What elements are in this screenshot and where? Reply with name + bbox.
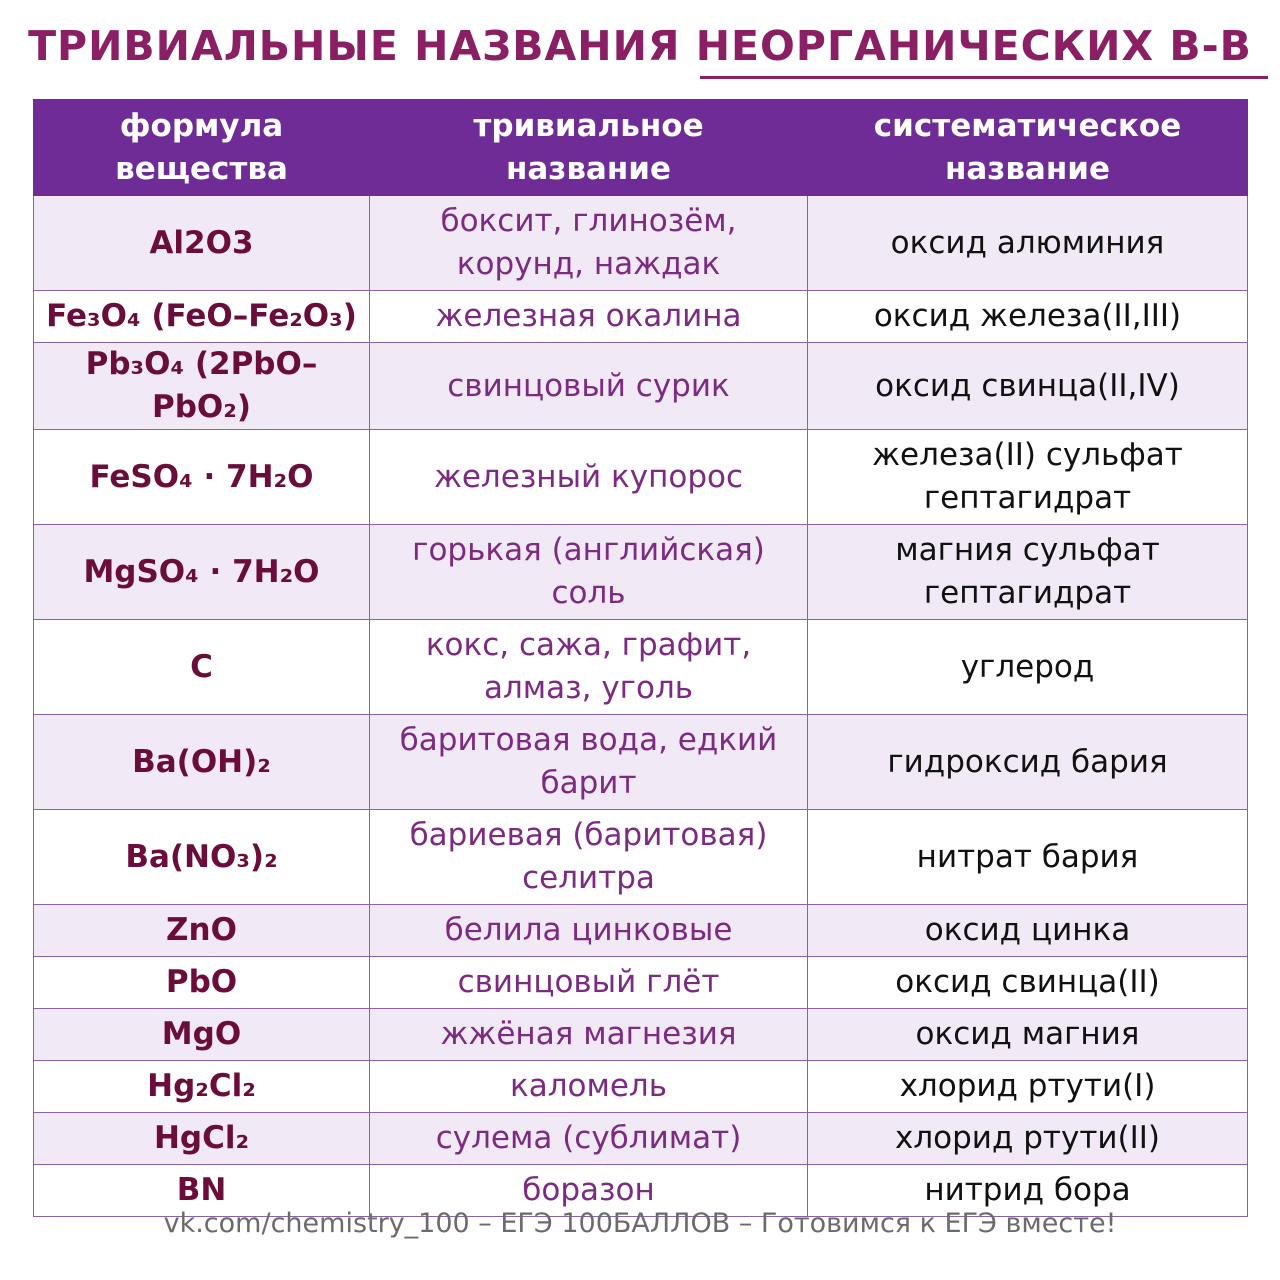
- trivial-line: железный купорос: [433, 458, 744, 495]
- trivial-cell: [370, 196, 808, 291]
- systematic-line: хлорид ртути(II): [895, 1120, 1160, 1156]
- header-trivial: [370, 100, 808, 196]
- header-formula-line-2: вещества: [115, 150, 288, 187]
- trivial-cell: [370, 957, 808, 1009]
- systematic-cell: [808, 343, 1248, 430]
- systematic-cell: [808, 1113, 1248, 1165]
- systematic-line: железа(II) сульфат: [872, 437, 1183, 473]
- formula-cell: Pb₃O₄ (2PbO–PbO₂): [34, 343, 370, 430]
- systematic-line: оксид алюминия: [890, 224, 1165, 261]
- table-row: [34, 620, 1248, 715]
- trivial-line: боксит, глинозём,: [440, 203, 737, 239]
- formula-cell: HgCl₂: [34, 1113, 370, 1165]
- trivial-cell: [370, 715, 808, 810]
- systematic-cell: [808, 715, 1248, 810]
- header-formula-line-1: формула: [119, 107, 284, 144]
- trivial-cell: [370, 620, 808, 715]
- trivial-line: свинцовый сурик: [447, 367, 730, 404]
- table-row: [34, 1061, 1248, 1113]
- trivial-line: каломель: [509, 1068, 668, 1104]
- header-trivial-line-1: тривиальное: [473, 107, 704, 144]
- trivial-line: белила цинковые: [444, 912, 733, 948]
- systematic-cell: [808, 291, 1248, 343]
- header-systematic-line-1: систематическое: [873, 107, 1182, 144]
- formula-cell: Ba(NO₃)₂: [34, 810, 370, 905]
- formula-cell: Fe₃O₄ (FeO–Fe₂O₃): [34, 291, 370, 343]
- formula-cell: Ba(OH)₂: [34, 715, 370, 810]
- formula-cell: C: [34, 620, 370, 715]
- table-row: [34, 343, 1248, 430]
- systematic-cell: [808, 957, 1248, 1009]
- systematic-cell: [808, 1009, 1248, 1061]
- trivial-line: корунд, наждак: [456, 246, 721, 282]
- formula-cell: PbO: [34, 957, 370, 1009]
- trivial-cell: [370, 343, 808, 430]
- page-title: [0, 22, 1280, 70]
- formula-cell: BN: [34, 1165, 370, 1217]
- formula-cell: MgO: [34, 1009, 370, 1061]
- names-table: [33, 99, 1248, 1217]
- trivial-line: барит: [540, 765, 637, 801]
- trivial-line: горькая (английская): [412, 532, 765, 568]
- trivial-cell: [370, 525, 808, 620]
- systematic-cell: [808, 620, 1248, 715]
- table-header-row: [34, 100, 1248, 196]
- trivial-line: соль: [551, 575, 626, 611]
- systematic-line: оксид свинца(II,IV): [875, 367, 1180, 404]
- systematic-line: оксид цинка: [924, 912, 1131, 948]
- header-formula: [34, 100, 370, 196]
- trivial-line: алмаз, уголь: [483, 670, 694, 706]
- systematic-line: гидроксид бария: [887, 743, 1168, 780]
- formula-cell: MgSO₄ · 7H₂O: [34, 525, 370, 620]
- table-row: [34, 905, 1248, 957]
- trivial-cell: [370, 1113, 808, 1165]
- trivial-cell: [370, 905, 808, 957]
- systematic-line: магния сульфат: [895, 532, 1160, 568]
- systematic-cell: [808, 1061, 1248, 1113]
- table-row: [34, 810, 1248, 905]
- formula-cell: FeSO₄ · 7H₂O: [34, 430, 370, 525]
- header-systematic: [808, 100, 1248, 196]
- trivial-cell: [370, 1009, 808, 1061]
- title-underline: [700, 76, 1268, 79]
- systematic-line: углерод: [960, 648, 1095, 685]
- systematic-cell: [808, 196, 1248, 291]
- trivial-cell: [370, 291, 808, 343]
- trivial-cell: [370, 810, 808, 905]
- systematic-line: нитрид бора: [924, 1172, 1131, 1208]
- systematic-cell: [808, 525, 1248, 620]
- systematic-cell: [808, 810, 1248, 905]
- table-row: [34, 196, 1248, 291]
- table-row: [34, 291, 1248, 343]
- trivial-line: селитра: [522, 860, 655, 896]
- systematic-line: гептагидрат: [923, 480, 1132, 516]
- header-systematic-line-2: название: [944, 150, 1111, 187]
- table-row: [34, 1113, 1248, 1165]
- trivial-cell: [370, 430, 808, 525]
- systematic-cell: [808, 430, 1248, 525]
- trivial-line: сулема (сублимат): [435, 1120, 742, 1156]
- title-part-1: ТРИВИАЛЬНЫЕ НАЗВАНИЯ: [28, 22, 696, 70]
- systematic-line: оксид железа(II,III): [873, 298, 1182, 334]
- trivial-cell: [370, 1061, 808, 1113]
- systematic-cell: [808, 905, 1248, 957]
- trivial-line: боразон: [522, 1172, 655, 1208]
- title-part-2: НЕОРГАНИЧЕСКИХ В-В: [695, 22, 1252, 70]
- table-row: [34, 525, 1248, 620]
- systematic-line: оксид магния: [915, 1016, 1140, 1052]
- systematic-line: гептагидрат: [923, 575, 1132, 611]
- systematic-line: нитрат бария: [916, 838, 1139, 875]
- formula-cell: ZnO: [34, 905, 370, 957]
- systematic-line: хлорид ртути(I): [899, 1068, 1156, 1104]
- trivial-line: жжёная магнезия: [440, 1016, 737, 1052]
- trivial-line: железная окалина: [435, 298, 742, 334]
- trivial-line: кокс, сажа, графит,: [425, 627, 752, 663]
- trivial-line: бариевая (баритовая): [409, 817, 768, 853]
- footer-text: vk.com/chemistry_100 – ЕГЭ 100БАЛЛОВ – Готовимся к ЕГЭ вместе!: [163, 1208, 1117, 1239]
- formula-cell: Hg₂Cl₂: [34, 1061, 370, 1113]
- table-row: [34, 957, 1248, 1009]
- table-row: [34, 715, 1248, 810]
- table-row: [34, 1009, 1248, 1061]
- table-row: [34, 430, 1248, 525]
- trivial-line: свинцовый глёт: [457, 964, 720, 1000]
- header-trivial-line-2: название: [505, 150, 672, 187]
- trivial-line: баритовая вода, едкий: [399, 722, 778, 758]
- formula-cell: Al2O3: [34, 196, 370, 291]
- systematic-line: оксид свинца(II): [895, 964, 1160, 1000]
